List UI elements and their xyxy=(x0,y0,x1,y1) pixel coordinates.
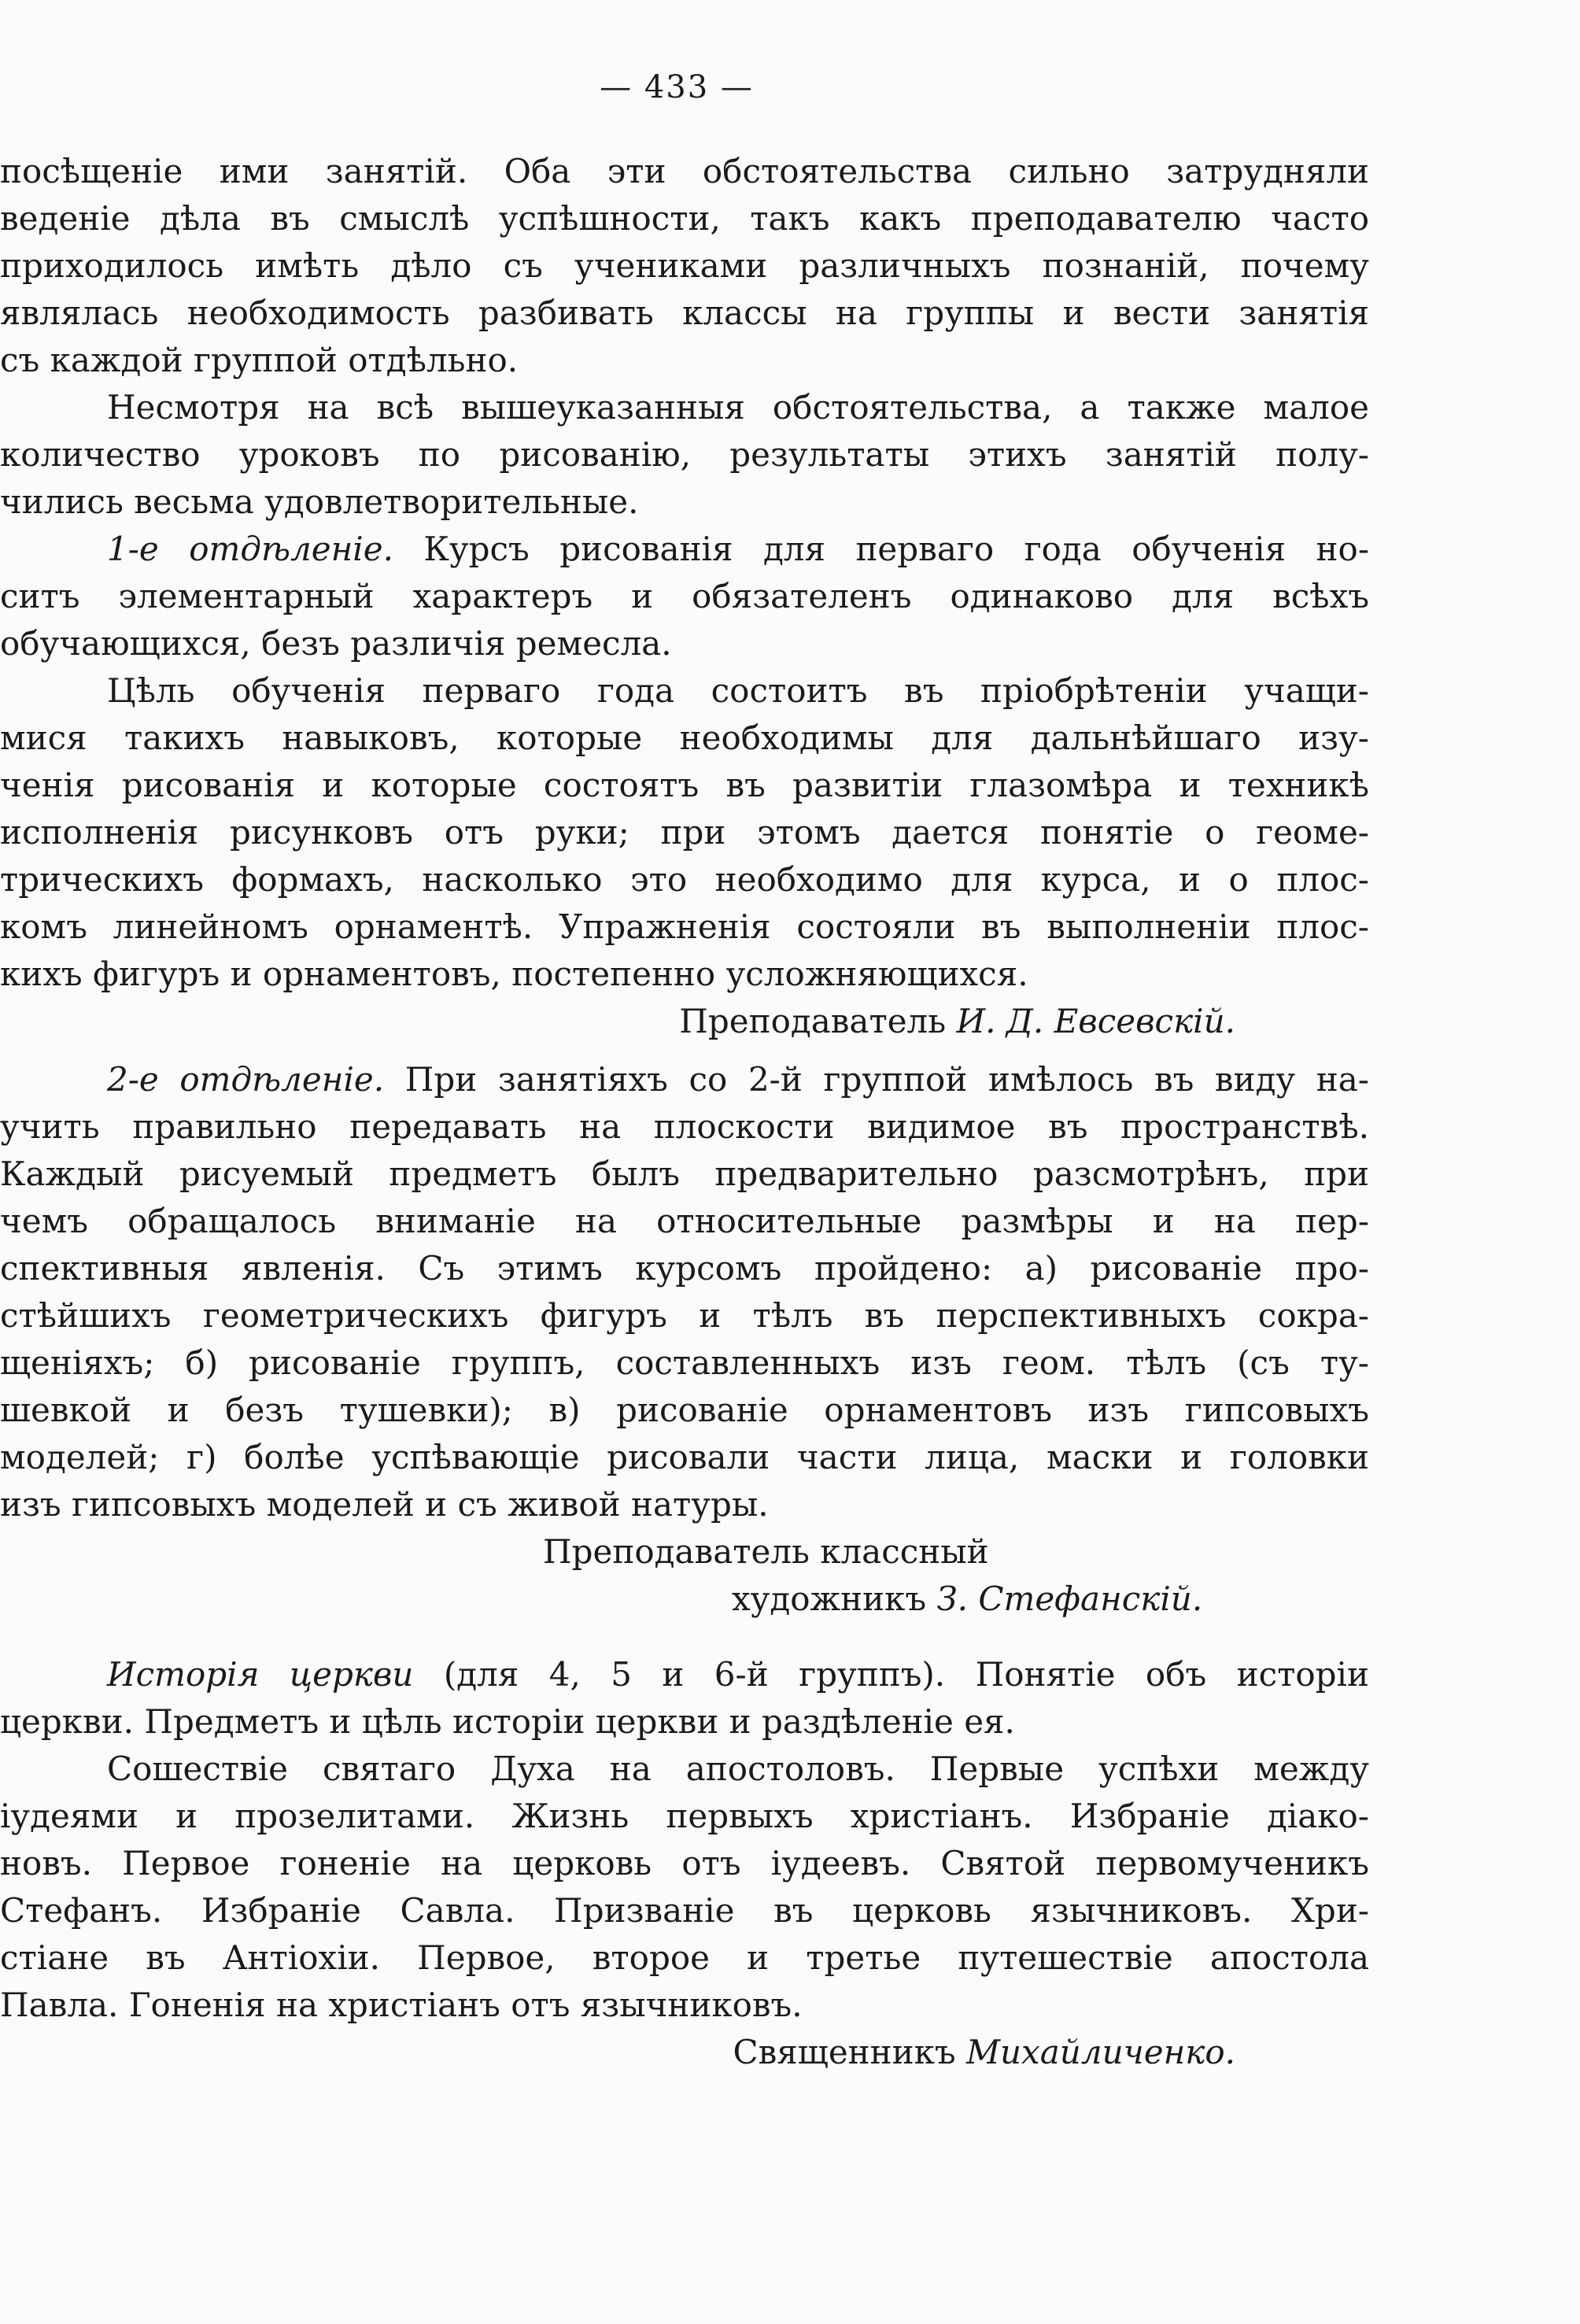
text-line: являлась необходимость разбивать классы на группы и вести занятія xyxy=(0,294,1369,332)
text-line: новъ. Первое гоненіе на церковь отъ іудеевъ. Святой первомученикъ xyxy=(0,1844,1369,1882)
text-line: моделей; г) болѣе успѣвающіе рисовали части лица, маски и головки xyxy=(0,1438,1369,1476)
signature-name: Михайличенко. xyxy=(966,2033,1235,2071)
text-line: учить правильно передавать на плоскости видимое въ пространствѣ. xyxy=(0,1107,1369,1146)
text-line: обучающихся, безъ различія ремесла. xyxy=(0,624,672,663)
paragraph-department-2 xyxy=(0,1056,1369,1528)
paragraph-department-1 xyxy=(0,526,1369,667)
department-1-first-line: Курсъ рисованія для перваго года обученія но- xyxy=(423,530,1370,568)
text-line xyxy=(0,1056,1369,1103)
department-2-label: 2-е отдѣленіе. xyxy=(107,1060,385,1099)
signature-stefansky-line1: Преподаватель классный xyxy=(543,1532,989,1571)
text-line: іудеями и прозелитами. Жизнь первыхъ христіанъ. Избраніе діако- xyxy=(0,1797,1369,1835)
text-line: количество уроковъ по рисованію, результаты этихъ занятій полу- xyxy=(0,435,1369,474)
text-line: изъ гипсовыхъ моделей и съ живой натуры. xyxy=(0,1485,769,1524)
signature-name: З. Стефанскій. xyxy=(936,1580,1203,1618)
text-line: щеніяхъ; б) рисованіе группъ, составленныхъ изъ геом. тѣлъ (съ ту- xyxy=(0,1343,1369,1382)
church-history-first-line: (для 4, 5 и 6-й группъ). Понятіе объ исторіи xyxy=(443,1655,1369,1694)
text-line: шевкой и безъ тушевки); в) рисованіе орнаментовъ изъ гипсовыхъ xyxy=(0,1391,1369,1429)
signature-name: И. Д. Евсевскій. xyxy=(956,1002,1235,1040)
signature-evsevsky xyxy=(0,998,1369,1045)
text-line: стѣйшихъ геометрическихъ фигуръ и тѣлъ въ перспективныхъ сокра- xyxy=(0,1296,1369,1335)
spacer xyxy=(0,1045,1369,1056)
department-1-label: 1-е отдѣленіе. xyxy=(107,530,393,568)
text-line: кихъ фигуръ и орнаментовъ, постепенно усложняющихся. xyxy=(0,955,1028,993)
text-line: приходилось имѣть дѣло съ учениками различныхъ познаній, почему xyxy=(0,246,1369,285)
text-line xyxy=(0,526,1369,573)
signature-role: Преподаватель xyxy=(679,1002,947,1040)
text-line: церкви. Предметъ и цѣль исторіи церкви и раздѣленіе ея. xyxy=(0,1702,1015,1741)
signature-mikhailichenko xyxy=(0,2029,1369,2076)
text-line: стіане въ Антіохіи. Первое, второе и третье путешествіе апостола xyxy=(0,1938,1369,1977)
text-line: посѣщеніе ими занятій. Оба эти обстоятельства сильно затрудняли xyxy=(0,152,1369,190)
document-body xyxy=(0,148,1369,2076)
text-line: Стефанъ. Избраніе Савла. Призваніе въ церковь язычниковъ. Хри- xyxy=(0,1891,1369,1930)
text-line: веденіе дѣла въ смыслѣ успѣшности, такъ какъ преподавателю часто xyxy=(0,199,1369,238)
text-line: Сошествіе святаго Духа на апостоловъ. Первые успѣхи между xyxy=(107,1749,1369,1788)
signature-role: художникъ xyxy=(732,1580,927,1618)
paragraph-church-topics xyxy=(0,1746,1369,2029)
text-line: Павла. Гоненія на христіанъ отъ язычниковъ. xyxy=(0,1986,803,2024)
spacer xyxy=(0,1623,1369,1651)
text-line: съ каждой группой отдѣльно. xyxy=(0,341,519,379)
text-line: чемъ обращалось вниманіе на относительные размѣры и на пер- xyxy=(0,1202,1369,1240)
signature-stefansky-line2 xyxy=(0,1576,1369,1623)
text-line: Каждый рисуемый предметъ былъ предварительно разсмотрѣнъ, при xyxy=(0,1155,1369,1193)
text-line: мися такихъ навыковъ, которые необходимы для дальнѣйшаго изу- xyxy=(0,719,1369,757)
paragraph-church-history xyxy=(0,1651,1369,1746)
text-line: трическихъ формахъ, насколько это необходимо для курса, и о плос- xyxy=(0,860,1369,899)
church-history-label: Исторія церкви xyxy=(107,1655,414,1694)
paragraph-first-year-goal xyxy=(0,667,1369,998)
text-line: чились весьма удовлетворительные. xyxy=(0,482,639,521)
text-line: Несмотря на всѣ вышеуказанныя обстоятельства, а также малое xyxy=(107,388,1369,427)
text-line xyxy=(0,1651,1369,1698)
text-line: Цѣль обученія перваго года состоитъ въ пріобрѣтеніи учащи- xyxy=(107,671,1369,710)
department-2-first-line: При занятіяхъ со 2-й группой имѣлось въ виду на- xyxy=(404,1060,1369,1099)
signature-role: Священникъ xyxy=(733,2033,956,2071)
text-line: ченія рисованія и которые состоятъ въ развитіи глазомѣра и техникѣ xyxy=(0,766,1369,804)
paragraph-results xyxy=(0,384,1369,526)
text-line: спективныя явленія. Съ этимъ курсомъ пройдено: а) рисованіе про- xyxy=(0,1249,1369,1288)
page-number: — 433 — xyxy=(600,69,754,105)
text-line: исполненія рисунковъ отъ руки; при этомъ дается понятіе о геоме- xyxy=(0,813,1369,852)
text-line: ситъ элементарный характеръ и обязателенъ одинаково для всѣхъ xyxy=(0,577,1369,615)
paragraph-intro xyxy=(0,148,1369,384)
text-line: комъ линейномъ орнаментѣ. Упражненія состояли въ выполненіи плос- xyxy=(0,907,1369,946)
